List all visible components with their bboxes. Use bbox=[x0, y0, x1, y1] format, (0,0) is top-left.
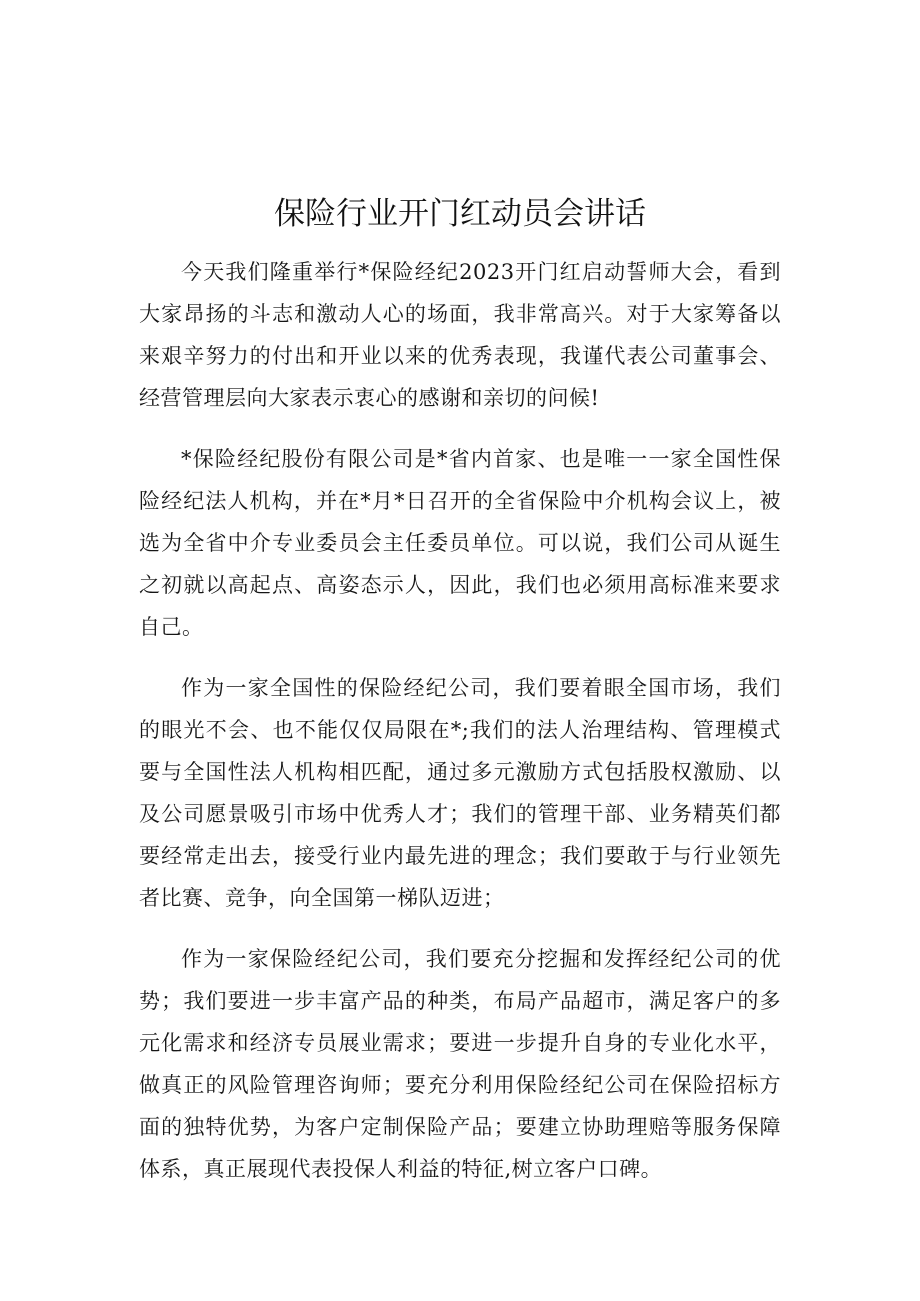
document-title: 保险行业开门红动员会讲话 bbox=[274, 196, 646, 232]
document-body bbox=[139, 251, 781, 1209]
paragraph-3: 作为一家全国性的保险经纪公司，我们要着眼全国市场，我们的眼光不会、也不能仅仅局限在*;我们的法人治理结构、管理模式要与全国性法人机构相匹配，通过多元激励方式包括股权激励、以及公司愿景吸引市场中优秀人才；我们的管理干部、业务精英们都要经常走出去，接受行业内最先进的理念；我们要敢于与行业领先者比赛、竞争，向全国第一梯队迈进； bbox=[139, 676, 781, 910]
paragraph-1: 今天我们隆重举行*保险经纪2023开门红启动誓师大会，看到大家昂扬的斗志和激动人心的场面，我非常高兴。对于大家筹备以来艰辛努力的付出和开业以来的优秀表现，我谨代表公司董事会、经营管理层向大家表示衷心的感谢和亲切的问候! bbox=[139, 260, 781, 410]
paragraph-2: *保险经纪股份有限公司是*省内首家、也是唯一一家全国性保险经纪法人机构，并在*月*日召开的全省保险中介机构会议上，被选为全省中介专业委员会主任委员单位。可以说，我们公司从诞生之初就以高起点、高姿态示人，因此，我们也必须用高标准来要求自己。 bbox=[139, 447, 781, 639]
paragraph-4: 作为一家保险经纪公司，我们要充分挖掘和发挥经纪公司的优势；我们要进一步丰富产品的种类，布局产品超市，满足客户的多元化需求和经济专员展业需求；要进一步提升自身的专业化水平，做真正的风险管理咨询师；要充分利用保险经纪公司在保险招标方面的独特优势，为客户定制保险产品；要建立协助理赔等服务保障体系，真正展现代表投保人利益的特征,树立客户口碑。 bbox=[139, 947, 781, 1181]
